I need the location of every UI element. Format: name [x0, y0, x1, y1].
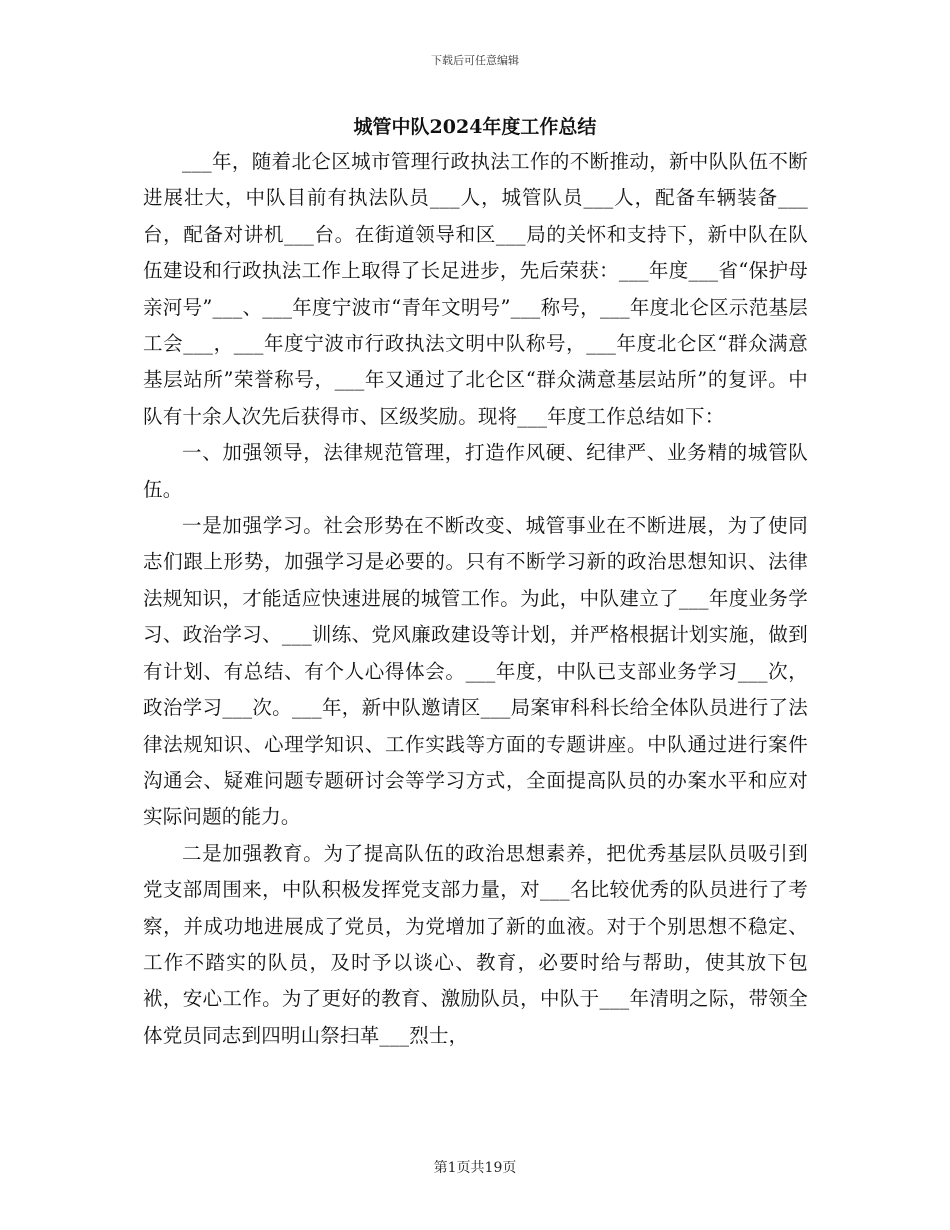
page-number: 第1页共19页 — [433, 1160, 517, 1176]
paragraph-section-one-heading: 一、加强领导，法律规范管理，打造作风硬、纪律严、业务精的城管队伍。 — [143, 441, 808, 501]
document-title: 城管中队2024年度工作总结 — [353, 116, 597, 138]
paragraph-study: 一是加强学习。社会形势在不断改变、城管事业在不断进展，为了使同志们跟上形势，加强学习是必要的。只有不断学习新的政治思想知识、法律法规知识，才能适应快速进展的城管工作。为此，中队建立了___年度业务学习、政治学习、___训练、党风廉政建设等计划，并严格根据计划实施，做到有计划、有总结、有个人心得体会。___年度，中队已支部业务学习___次，政治学习___次。___年，新中队邀请区___局案审科科长给全体队员进行了法律法规知识、心理学知识、工作实践等方面的专题讲座。中队通过进行案件沟通会、疑难问题专题研讨会等学习方式，全面提高队员的办案水平和应对实际问题的能力。 — [143, 514, 808, 829]
page-header-note: 下载后可任意编辑 — [431, 54, 519, 67]
document-body — [143, 144, 808, 1054]
paragraph-education: 二是加强教育。为了提高队伍的政治思想素养，把优秀基层队员吸引到党支部周围来，中队积极发挥党支部力量，对___名比较优秀的队员进行了考察，并成功地进展成了党员，为党增加了新的血液。对于个别思想不稳定、工作不踏实的队员，及时予以谈心、教育，必要时给与帮助，使其放下包袱，安心工作。为了更好的教育、激励队员，中队于___年清明之际，带领全体党员同志到四明山祭扫革___烈士， — [143, 841, 808, 1047]
paragraph-intro: ___年，随着北仑区城市管理行政执法工作的不断推动，新中队队伍不断进展壮大，中队目前有执法队员___人，城管队员___人，配备车辆装备___台，配备对讲机___台。在街道领导和区___局的关怀和支持下，新中队在队伍建设和行政执法工作上取得了长足进步，先后荣获：___年度___省“保护母亲河号”___、___年度宁波市“青年文明号”___称号，___年度北仑区示范基层工会___，___年度宁波市行政执法文明中队称号，___年度北仑区“群众满意基层站所”荣誉称号，___年又通过了北仑区“群众满意基层站所”的复评。中队有十余人次先后获得市、区级奖励。现将___年度工作总结如下： — [143, 150, 808, 428]
